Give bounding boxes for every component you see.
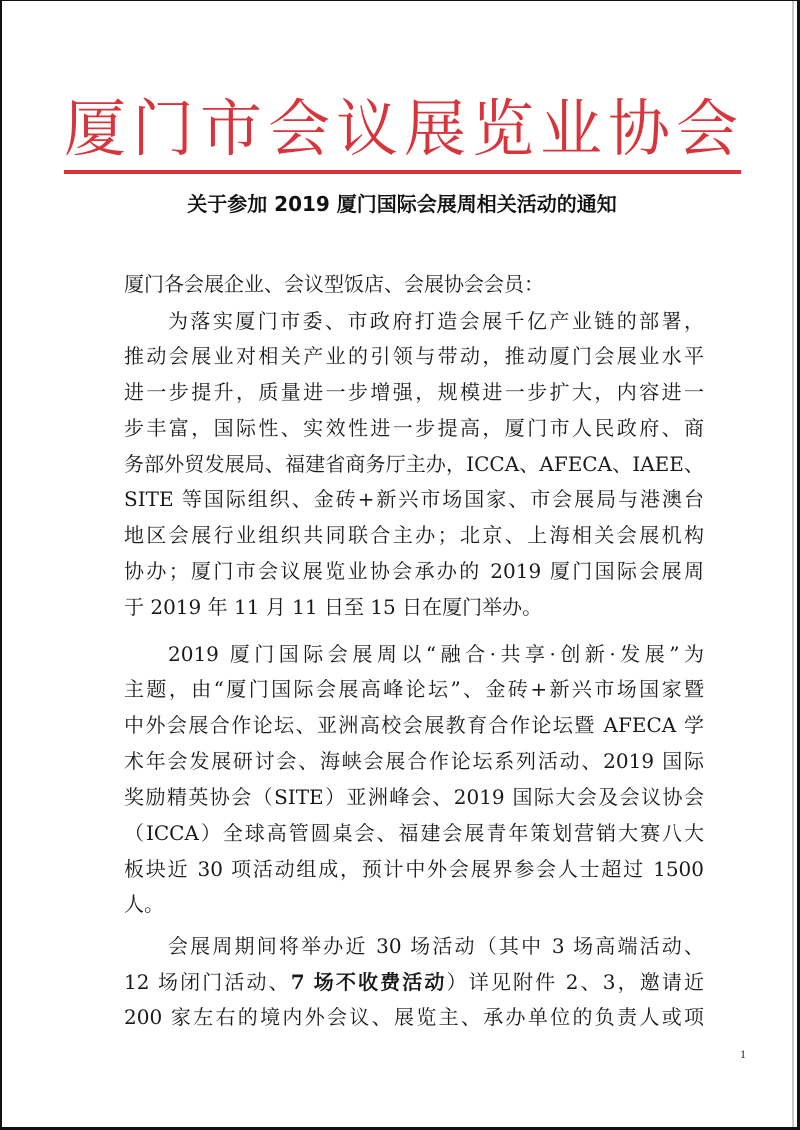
paragraph-3-line-3: 200 家左右的境内外会议、展览主、承办单位的负责人或项 bbox=[124, 1005, 704, 1029]
paragraph-1-line-9: 于 2019 年 11 月 11 日至 15 日在厦门举办。 bbox=[124, 595, 543, 619]
paragraph-3-bold-text: 7 场不收费活动 bbox=[290, 970, 447, 994]
paragraph-2-line-2: 主题，由“厦门国际会展高峰论坛”、金砖+新兴市场国家暨 bbox=[124, 677, 704, 701]
letterhead-red-rule bbox=[64, 170, 741, 174]
paragraph-1-line-7: 地区会展行业组织共同联合主办；北京、上海相关会展机构 bbox=[124, 523, 704, 547]
paragraph-3-text-cont: ）详见附件 2、3，邀请近 bbox=[446, 970, 704, 994]
paragraph-2-line-7: 板块近 30 项活动组成，预计中外会展界参会人士超过 1500 bbox=[124, 857, 704, 881]
letterhead-organization: 厦门市会议展览业协会 bbox=[64, 92, 740, 165]
paragraph-1-line-5: 务部外贸发展局、福建省商务厅主办，ICCA、AFECA、IAEE、 bbox=[124, 452, 704, 476]
page-number: 1 bbox=[740, 1047, 746, 1061]
paragraph-2-line-4: 术年会发展研讨会、海峡会展合作论坛系列活动、2019 国际 bbox=[124, 749, 704, 773]
paragraph-2-line-5: 奖励精英协会（SITE）亚洲峰会、2019 国际大会及会议协会 bbox=[124, 785, 704, 809]
paragraph-2-line-1: 2019 厦门国际会展周以“融合·共享·创新·发展”为 bbox=[168, 642, 704, 666]
paragraph-1-line-1: 为落实厦门市委、市政府打造会展千亿产业链的部署， bbox=[168, 309, 704, 333]
paragraph-1-line-8: 协办；厦门市会议展览业协会承办的 2019 厦门国际会展周 bbox=[124, 559, 704, 583]
document-title: 关于参加 2019 厦门国际会展周相关活动的通知 bbox=[187, 192, 617, 216]
paragraph-2-line-8: 人。 bbox=[124, 892, 164, 916]
paragraph-2-line-6: （ICCA）全球高管圆桌会、福建会展青年策划营销大赛八大 bbox=[124, 821, 704, 845]
paragraph-3-text: 12 场闭门活动、 bbox=[124, 970, 291, 994]
salutation: 厦门各会展企业、会议型饭店、会展协会会员： bbox=[124, 272, 544, 296]
page-edge-shadow bbox=[792, 1, 794, 1127]
paragraph-1-line-2: 推动会展业对相关产业的引领与带动，推动厦门会展业水平 bbox=[124, 344, 704, 368]
paragraph-1-line-6: SITE 等国际组织、金砖+新兴市场国家、市会展局与港澳台 bbox=[124, 487, 704, 511]
paragraph-3-line-2 bbox=[124, 968, 704, 996]
paragraph-1-line-3: 进一步提升，质量进一步增强，规模进一步扩大，内容进一 bbox=[124, 380, 704, 404]
paragraph-3-line-1: 会展周期间将举办近 30 场活动（其中 3 场高端活动、 bbox=[168, 934, 704, 958]
paragraph-1-line-4: 步丰富，国际性、实效性进一步提高，厦门市人民政府、商 bbox=[124, 416, 704, 440]
paragraph-2-line-3: 中外会展合作论坛、亚洲高校会展教育合作论坛暨 AFECA 学 bbox=[124, 713, 704, 737]
